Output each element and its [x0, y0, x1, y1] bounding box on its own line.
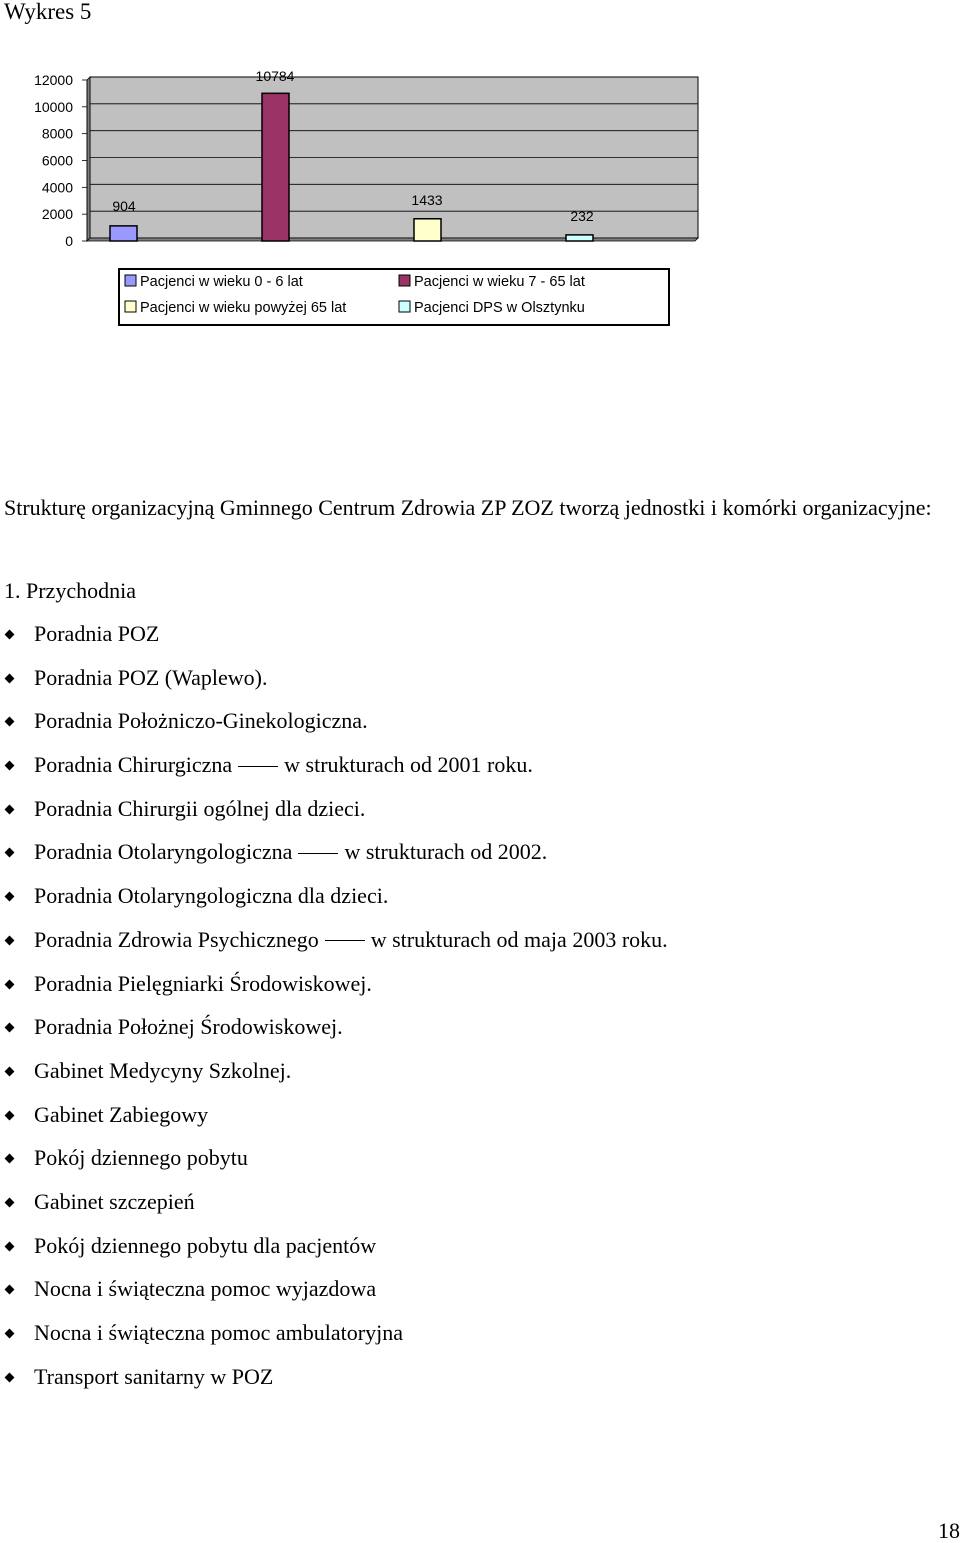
- diamond-bullet-icon: [5, 935, 15, 945]
- list-item-label: Nocna i świąteczna pomoc ambulatoryjna: [34, 1320, 403, 1345]
- list-item: [0, 1229, 668, 1273]
- unit-list: [0, 617, 668, 1403]
- diamond-bullet-icon: [5, 673, 15, 683]
- list-item: [0, 967, 668, 1011]
- y-tick-label: 4000: [41, 179, 73, 196]
- bar-2: [262, 93, 289, 241]
- list-item: [0, 1010, 668, 1054]
- unit-name: Poradnia Zdrowia Psychicznego: [34, 926, 319, 952]
- list-item: [0, 617, 668, 661]
- list-item-label: Poradnia POZ (Waplewo).: [34, 664, 268, 690]
- list-item-label: [34, 923, 668, 957]
- diamond-bullet-icon: [5, 761, 15, 771]
- bar-3: [414, 219, 441, 241]
- diamond-bullet-icon: [5, 1066, 15, 1076]
- diamond-bullet-icon: [5, 717, 15, 727]
- list-item: [0, 661, 668, 705]
- diamond-bullet-icon: [5, 1329, 15, 1339]
- plot-area: [87, 77, 698, 241]
- diamond-bullet-icon: [5, 1372, 15, 1382]
- y-tick-label: 6000: [41, 152, 73, 169]
- list-item-label: [34, 835, 547, 869]
- list-item-label: Poradnia Położniczo-Ginekologiczna.: [34, 708, 368, 734]
- list-item-label: Transport sanitarny w POZ: [34, 1363, 274, 1389]
- list-item: [0, 1272, 668, 1316]
- diamond-bullet-icon: [5, 1241, 15, 1251]
- data-label: 10784: [255, 68, 295, 84]
- diamond-bullet-icon: [5, 1110, 15, 1120]
- legend-label: Pacjenci w wieku powyżej 65 lat: [140, 300, 347, 316]
- list-item: [0, 1316, 668, 1360]
- y-tick-label: 2000: [41, 206, 73, 223]
- list-item: [0, 748, 668, 792]
- legend-label: Pacjenci DPS w Olsztynku: [414, 300, 585, 316]
- legend-swatch: [125, 301, 136, 312]
- legend-label: Pacjenci w wieku 0 - 6 lat: [140, 274, 303, 290]
- list-item: [0, 923, 668, 967]
- list-item: [0, 792, 668, 836]
- list-item-label: Gabinet Zabiegowy: [34, 1101, 209, 1127]
- list-item-label: Gabinet Medycyny Szkolnej.: [34, 1057, 292, 1083]
- section-title: 1. Przychodnia: [4, 578, 136, 603]
- list-item: [0, 1185, 668, 1229]
- list-item-label: Poradnia Pielęgniarki Środowiskowej.: [34, 970, 372, 996]
- y-tick-label: 12000: [34, 72, 73, 88]
- patients-bar-chart: [0, 55, 720, 335]
- list-item-label: Nocna i świąteczna pomoc wyjazdowa: [34, 1276, 377, 1302]
- legend-label: Pacjenci w wieku 7 - 65 lat: [414, 274, 585, 290]
- bar-1: [110, 226, 137, 241]
- page-number: 18: [938, 1518, 960, 1543]
- plot-side-wall: [87, 77, 90, 241]
- diamond-bullet-icon: [5, 1154, 15, 1164]
- unit-name: Poradnia Chirurgiczna: [34, 752, 233, 778]
- y-tick-label: 10000: [34, 98, 73, 115]
- legend-swatch: [399, 301, 410, 312]
- list-item-label: Poradnia Otolaryngologiczna dla dzieci.: [34, 883, 389, 909]
- list-item-label: Poradnia POZ: [34, 621, 160, 646]
- legend: [119, 269, 669, 325]
- em-dash: [238, 766, 278, 767]
- unit-note: w strukturach od 2002.: [344, 839, 548, 865]
- em-dash: [325, 940, 365, 941]
- unit-name: Poradnia Otolaryngologiczna: [34, 839, 293, 865]
- em-dash: [298, 853, 338, 854]
- list-item: [0, 1141, 668, 1185]
- diamond-bullet-icon: [5, 1285, 15, 1295]
- diamond-bullet-icon: [5, 848, 15, 858]
- list-item: [0, 879, 668, 923]
- list-item: [0, 1098, 668, 1142]
- list-item-label: Pokój dziennego pobytu: [34, 1145, 248, 1171]
- diamond-bullet-icon: [5, 892, 15, 902]
- list-item-label: Gabinet szczepień: [34, 1188, 195, 1214]
- y-axis: [34, 72, 87, 249]
- bar-4: [566, 235, 593, 241]
- unit-note: w strukturach od maja 2003 roku.: [370, 926, 668, 952]
- list-item-label: Pokój dziennego pobytu dla pacjentów: [34, 1232, 377, 1258]
- legend-swatch: [125, 275, 136, 286]
- list-item-label: [34, 748, 533, 782]
- list-item: [0, 835, 668, 879]
- list-item: [0, 1054, 668, 1098]
- y-tick-label: 0: [65, 233, 73, 249]
- diamond-bullet-icon: [5, 630, 15, 640]
- legend-swatch: [399, 275, 410, 286]
- diamond-bullet-icon: [5, 1197, 15, 1207]
- diamond-bullet-icon: [5, 979, 15, 989]
- data-label: 232: [570, 208, 594, 224]
- list-item-label: Poradnia Chirurgii ogólnej dla dzieci.: [34, 795, 366, 821]
- diamond-bullet-icon: [5, 1023, 15, 1033]
- unit-note: w strukturach od 2001 roku.: [284, 752, 533, 778]
- y-tick-label: 8000: [41, 125, 73, 142]
- data-label: 1433: [411, 192, 443, 208]
- diamond-bullet-icon: [5, 804, 15, 814]
- list-item: [0, 1360, 668, 1404]
- intro-paragraph: Strukturę organizacyjną Gminnego Centrum Zdrowia ZP ZOZ tworzą jednostki i komórki organizacyjne:: [4, 495, 932, 520]
- plot-floor: [87, 238, 698, 241]
- list-item-label: Poradnia Położnej Środowiskowej.: [34, 1014, 343, 1040]
- page-heading: Wykres 5: [4, 0, 92, 24]
- data-label: 904: [112, 198, 136, 214]
- list-item: [0, 704, 668, 748]
